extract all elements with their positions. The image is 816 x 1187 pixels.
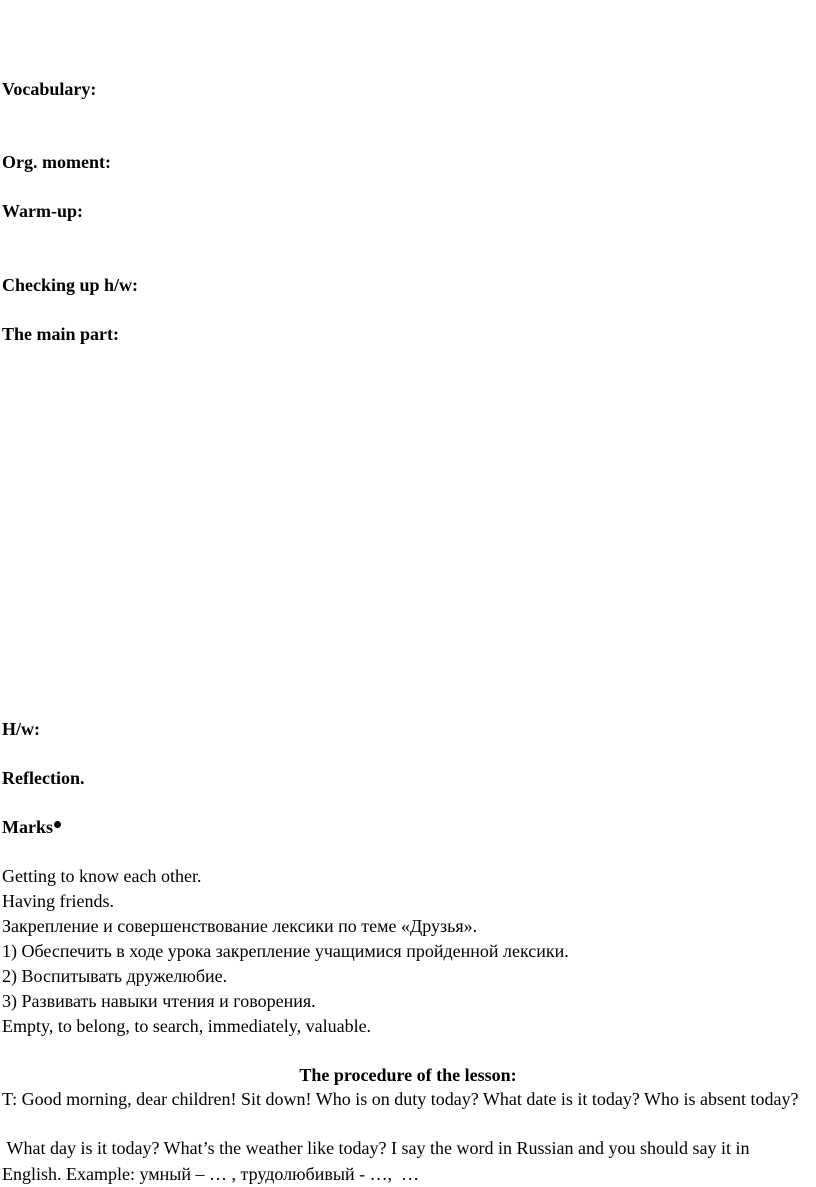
line-topic: Having friends. [2, 891, 114, 911]
line-aim: Закрепление и совершенствование лексики по теме «Друзья». [2, 916, 478, 936]
label-reflection: Reflection. [2, 768, 85, 788]
label-homework: H/w: [2, 719, 40, 739]
line-task-1: 1) Обеспечить в ходе урока закрепление учащимися пройденной лексики. [2, 941, 569, 961]
bullet-icon [54, 821, 61, 828]
label-warm-up: Warm-up: [2, 201, 83, 221]
label-vocabulary: Vocabulary: [2, 79, 97, 99]
procedure-paragraph-1: T: Good morning, dear children! Sit down! Who is on duty today? What date is it today? Who is absent today? [2, 1089, 799, 1109]
label-marks: Marks [2, 817, 53, 837]
label-checking-homework: Checking up h/w: [2, 275, 139, 295]
procedure-heading: The procedure of the lesson: [299, 1065, 517, 1085]
line-task-3: 3) Развивать навыки чтения и говорения. [2, 991, 316, 1011]
line-task-2: 2) Воспитывать дружелюбие. [2, 966, 228, 986]
procedure-paragraph-2: What day is it today? What’s the weather like today? I say the word in Russian and you should say it in English. Example: умный – … , трудолюбивый - …, … [2, 1138, 755, 1184]
label-org-moment: Org. moment: [2, 152, 111, 172]
line-theme: Getting to know each other. [2, 866, 202, 886]
label-main-part: The main part: [2, 324, 119, 344]
line-vocabulary-words: Empty, to belong, to search, immediately, valuable. [2, 1016, 372, 1036]
label-marks-row [2, 816, 61, 838]
